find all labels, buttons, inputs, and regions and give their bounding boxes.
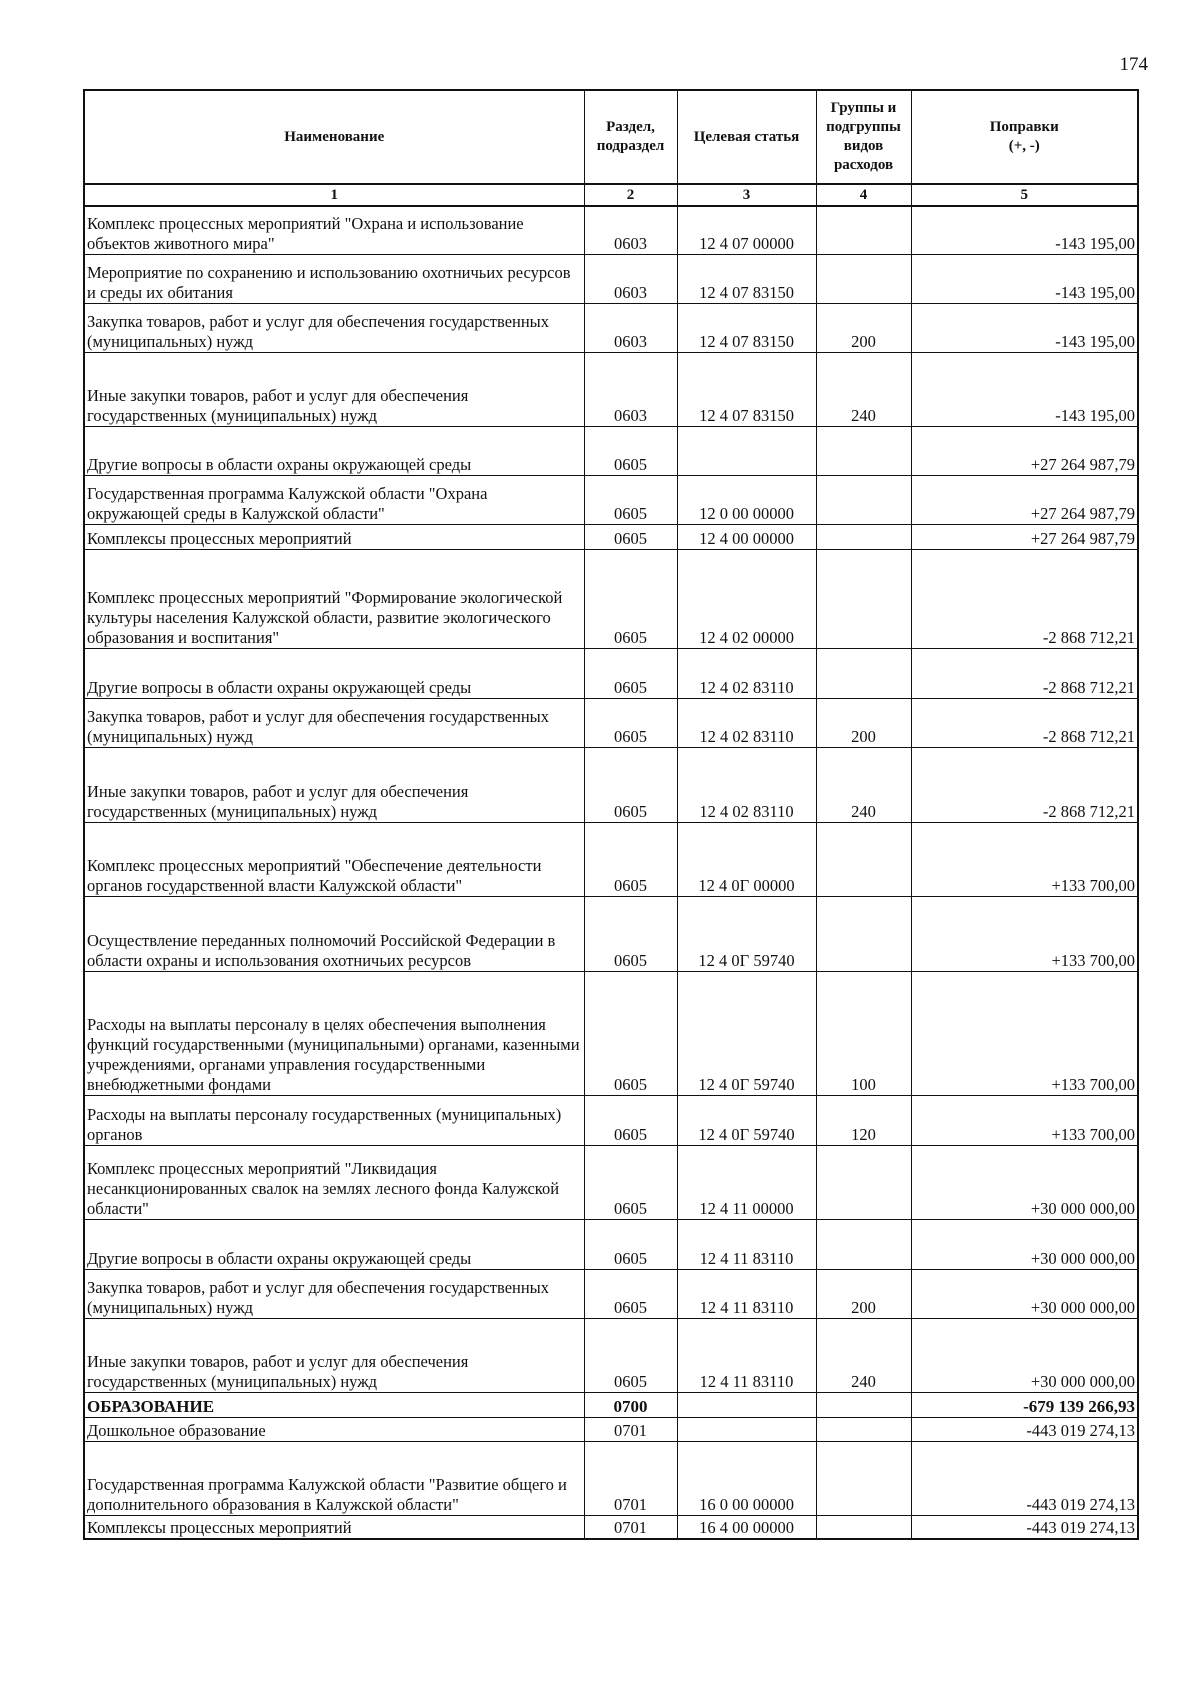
table-row (84, 206, 1138, 254)
row-group (816, 549, 911, 648)
row-section: 0605 (584, 822, 677, 896)
row-target: 16 4 00 00000 (677, 1515, 816, 1539)
row-target: 12 4 07 83150 (677, 352, 816, 426)
row-amount: -2 868 712,21 (911, 549, 1138, 648)
row-target: 12 4 0Г 00000 (677, 822, 816, 896)
row-name: Осуществление переданных полномочий Российской Федерации в области охраны и использования охотничьих ресурсов (84, 896, 584, 971)
row-section: 0605 (584, 524, 677, 549)
row-amount: -443 019 274,13 (911, 1417, 1138, 1441)
row-name: Иные закупки товаров, работ и услуг для обеспечения государственных (муниципальных) нужд (84, 747, 584, 822)
row-section: 0701 (584, 1515, 677, 1539)
table-row (84, 1318, 1138, 1392)
row-group: 240 (816, 352, 911, 426)
row-target: 12 0 00 00000 (677, 475, 816, 524)
row-amount: +27 264 987,79 (911, 475, 1138, 524)
row-section: 0605 (584, 971, 677, 1095)
row-name: Комплекс процессных мероприятий "Ликвидация несанкционированных свалок на землях лесного фонда Калужской области" (84, 1145, 584, 1219)
row-amount: +27 264 987,79 (911, 426, 1138, 475)
table-row (84, 1441, 1138, 1515)
row-amount: -2 868 712,21 (911, 698, 1138, 747)
table-row (84, 1392, 1138, 1417)
row-amount: +133 700,00 (911, 822, 1138, 896)
table-row (84, 822, 1138, 896)
row-group (816, 1441, 911, 1515)
table-row (84, 971, 1138, 1095)
row-name: Иные закупки товаров, работ и услуг для обеспечения государственных (муниципальных) нужд (84, 1318, 584, 1392)
row-amount: +27 264 987,79 (911, 524, 1138, 549)
row-group: 200 (816, 698, 911, 747)
row-section: 0605 (584, 648, 677, 698)
row-name: Комплексы процессных мероприятий (84, 524, 584, 549)
row-name: Комплексы процессных мероприятий (84, 1515, 584, 1539)
row-amount: -443 019 274,13 (911, 1441, 1138, 1515)
row-group (816, 524, 911, 549)
row-target: 12 4 02 83110 (677, 648, 816, 698)
row-section: 0605 (584, 1145, 677, 1219)
column-number-3: 3 (677, 184, 816, 206)
table-row (84, 1095, 1138, 1145)
row-amount: +133 700,00 (911, 896, 1138, 971)
row-target: 12 4 0Г 59740 (677, 971, 816, 1095)
row-section: 0605 (584, 698, 677, 747)
row-group (816, 206, 911, 254)
row-target: 12 4 11 00000 (677, 1145, 816, 1219)
row-section: 0603 (584, 352, 677, 426)
row-target: 12 4 07 00000 (677, 206, 816, 254)
row-target: 12 4 00 00000 (677, 524, 816, 549)
table-row (84, 1515, 1138, 1539)
row-group: 200 (816, 1269, 911, 1318)
row-name: Другие вопросы в области охраны окружающей среды (84, 648, 584, 698)
row-amount: -143 195,00 (911, 303, 1138, 352)
row-amount: +30 000 000,00 (911, 1318, 1138, 1392)
row-name: Другие вопросы в области охраны окружающей среды (84, 1219, 584, 1269)
row-amount: +133 700,00 (911, 971, 1138, 1095)
row-name: Комплекс процессных мероприятий "Обеспечение деятельности органов государственной власти Калужской области" (84, 822, 584, 896)
row-target (677, 1417, 816, 1441)
row-section: 0701 (584, 1441, 677, 1515)
row-section: 0605 (584, 426, 677, 475)
row-amount: -2 868 712,21 (911, 648, 1138, 698)
table-row (84, 549, 1138, 648)
row-amount: -143 195,00 (911, 206, 1138, 254)
row-group (816, 254, 911, 303)
table-row (84, 648, 1138, 698)
column-number-4: 4 (816, 184, 911, 206)
table-row (84, 475, 1138, 524)
row-section: 0605 (584, 747, 677, 822)
row-amount: -2 868 712,21 (911, 747, 1138, 822)
column-number-5: 5 (911, 184, 1138, 206)
table-row (84, 896, 1138, 971)
row-target: 12 4 02 83110 (677, 698, 816, 747)
header-name: Наименование (84, 90, 584, 184)
header-amendments-sign: (+, -) (1008, 138, 1040, 154)
row-name: Иные закупки товаров, работ и услуг для обеспечения государственных (муниципальных) нужд (84, 352, 584, 426)
table-row (84, 524, 1138, 549)
row-group (816, 426, 911, 475)
row-name: Другие вопросы в области охраны окружающей среды (84, 426, 584, 475)
row-name: Государственная программа Калужской области "Охрана окружающей среды в Калужской области" (84, 475, 584, 524)
row-name: Расходы на выплаты персоналу государственных (муниципальных) органов (84, 1095, 584, 1145)
row-section: 0603 (584, 254, 677, 303)
table-row (84, 1145, 1138, 1219)
row-target: 12 4 11 83110 (677, 1318, 816, 1392)
row-group (816, 1392, 911, 1417)
row-amount: +30 000 000,00 (911, 1269, 1138, 1318)
row-section: 0605 (584, 1269, 677, 1318)
row-target: 12 4 02 00000 (677, 549, 816, 648)
row-name: Закупка товаров, работ и услуг для обеспечения государственных (муниципальных) нужд (84, 1269, 584, 1318)
header-amendments-label: Поправки (989, 119, 1059, 135)
row-name: Мероприятие по сохранению и использованию охотничьих ресурсов и среды их обитания (84, 254, 584, 303)
row-amount: +30 000 000,00 (911, 1219, 1138, 1269)
header-expense-group: Группы и подгруппы видов расходов (816, 90, 911, 184)
row-section: 0701 (584, 1417, 677, 1441)
row-name: Закупка товаров, работ и услуг для обеспечения государственных (муниципальных) нужд (84, 303, 584, 352)
row-name: Расходы на выплаты персоналу в целях обеспечения выполнения функций государственными (муниципальными) органами, казенными учреждениями, органами управления государственными внебюджетными фондами (84, 971, 584, 1095)
row-name: Комплекс процессных мероприятий "Охрана и использование объектов животного мира" (84, 206, 584, 254)
column-number-1: 1 (84, 184, 584, 206)
page-number: 174 (1119, 54, 1148, 75)
row-section: 0700 (584, 1392, 677, 1417)
row-group (816, 1515, 911, 1539)
row-section: 0603 (584, 303, 677, 352)
row-target (677, 1392, 816, 1417)
table-row (84, 698, 1138, 747)
row-amount: -143 195,00 (911, 352, 1138, 426)
table-row (84, 303, 1138, 352)
row-group (816, 1145, 911, 1219)
row-amount: -143 195,00 (911, 254, 1138, 303)
row-group (816, 1219, 911, 1269)
row-section: 0605 (584, 1219, 677, 1269)
row-target: 12 4 0Г 59740 (677, 1095, 816, 1145)
header-target-article: Целевая статья (677, 90, 816, 184)
row-group: 240 (816, 747, 911, 822)
table-row (84, 1219, 1138, 1269)
row-group: 120 (816, 1095, 911, 1145)
row-name: Закупка товаров, работ и услуг для обеспечения государственных (муниципальных) нужд (84, 698, 584, 747)
row-target (677, 426, 816, 475)
table-row (84, 1269, 1138, 1318)
row-section: 0605 (584, 549, 677, 648)
table-row (84, 352, 1138, 426)
row-group (816, 896, 911, 971)
row-amount: -443 019 274,13 (911, 1515, 1138, 1539)
table-row (84, 1417, 1138, 1441)
row-group: 200 (816, 303, 911, 352)
row-amount: +133 700,00 (911, 1095, 1138, 1145)
row-target: 12 4 11 83110 (677, 1219, 816, 1269)
row-section: 0605 (584, 1318, 677, 1392)
table-row (84, 747, 1138, 822)
row-section: 0605 (584, 475, 677, 524)
row-name: Дошкольное образование (84, 1417, 584, 1441)
row-group (816, 475, 911, 524)
budget-amendments-table (83, 89, 1139, 1540)
row-section: 0603 (584, 206, 677, 254)
header-section: Раздел, подраздел (584, 90, 677, 184)
row-group (816, 648, 911, 698)
row-target: 12 4 02 83110 (677, 747, 816, 822)
row-name: Комплекс процессных мероприятий "Формирование экологической культуры населения Калужской области, развитие экологического образования и воспитания" (84, 549, 584, 648)
row-group (816, 822, 911, 896)
row-target: 12 4 11 83110 (677, 1269, 816, 1318)
column-number-2: 2 (584, 184, 677, 206)
row-group (816, 1417, 911, 1441)
row-section: 0605 (584, 1095, 677, 1145)
row-target: 12 4 07 83150 (677, 254, 816, 303)
row-target: 12 4 0Г 59740 (677, 896, 816, 971)
row-section: 0605 (584, 896, 677, 971)
row-amount: +30 000 000,00 (911, 1145, 1138, 1219)
row-group: 100 (816, 971, 911, 1095)
table-row (84, 426, 1138, 475)
header-amendments (911, 90, 1138, 184)
row-name: ОБРАЗОВАНИЕ (84, 1392, 584, 1417)
row-target: 12 4 07 83150 (677, 303, 816, 352)
row-group: 240 (816, 1318, 911, 1392)
row-amount: -679 139 266,93 (911, 1392, 1138, 1417)
row-name: Государственная программа Калужской области "Развитие общего и дополнительного образования в Калужской области" (84, 1441, 584, 1515)
row-target: 16 0 00 00000 (677, 1441, 816, 1515)
table-row (84, 254, 1138, 303)
